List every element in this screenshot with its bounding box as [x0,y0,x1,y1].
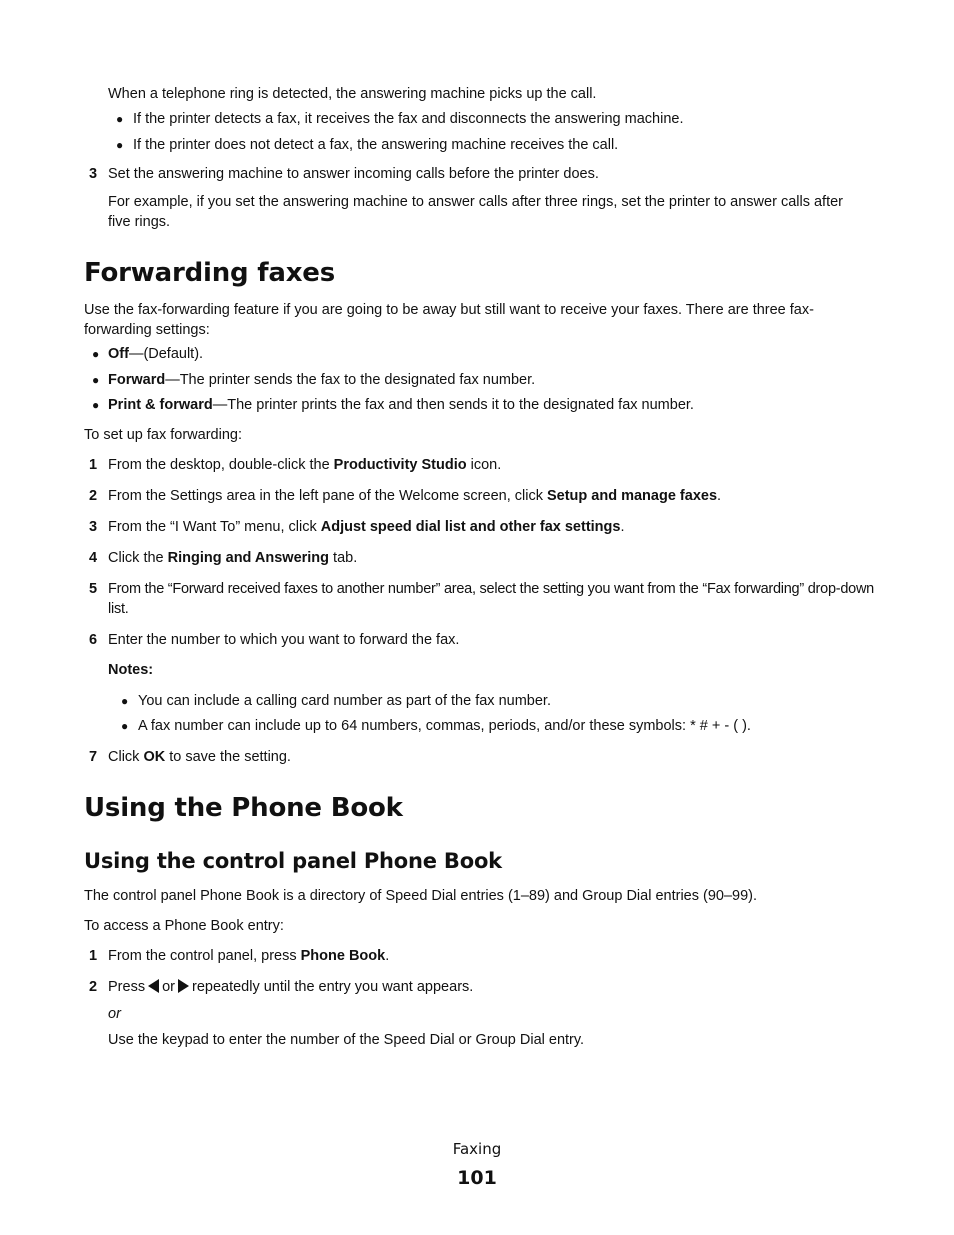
bullet-icon: ● [116,112,124,126]
bullet-icon: ● [116,138,124,152]
phonebook-intro: The control panel Phone Book is a directory of Speed Dial entries (1–89) and Group Dial entries (90–99). [84,888,758,904]
step-number: 2 [89,979,98,995]
intro-bullet-1: If the printer detects a fax, it receives the fax and disconnects the answering machine. [133,111,684,127]
phonebook-or: or [108,1006,121,1022]
heading-using-phone-book: Using the Phone Book [84,793,403,823]
option-forward: Forward—The printer sends the fax to the designated fax number. [108,372,536,388]
intro-line: When a telephone ring is detected, the answering machine picks up the call. [108,86,597,102]
phonebook-access: To access a Phone Book entry: [84,918,284,934]
bullet-icon: ● [92,373,100,387]
right-arrow-icon [178,979,189,993]
bullet-icon: ● [121,694,129,708]
forward-step-1: From the desktop, double-click the Productivity Studio icon. [108,457,502,473]
step-number: 2 [89,488,98,504]
forward-step-3: From the “I Want To” menu, click Adjust speed dial list and other fax settings. [108,519,625,535]
footer-section-name: Faxing [452,1140,502,1158]
forwarding-intro: Use the fax-forwarding feature if you are going to be away but still want to receive your faxes. There are three fax-forwarding settings: [84,302,814,338]
step-number: 7 [89,749,98,765]
phonebook-step-1: From the control panel, press Phone Book. [108,948,390,964]
note-1: You can include a calling card number as part of the fax number. [138,693,551,709]
option-off: Off—(Default). [108,346,204,362]
step-number: 3 [89,166,98,182]
setup-intro: To set up fax forwarding: [84,427,242,443]
forward-step-6: Enter the number to which you want to forward the fax. [108,632,460,648]
heading-forwarding-faxes: Forwarding faxes [84,258,336,288]
page-number: 101 [457,1167,497,1189]
option-print-forward: Print & forward—The printer prints the fax and then sends it to the designated fax number. [108,397,694,413]
forward-step-7: Click OK to save the setting. [108,749,291,765]
step-number: 4 [89,550,98,566]
bullet-icon: ● [121,719,129,733]
intro-step-3: Set the answering machine to answer incoming calls before the printer does. [108,166,599,182]
step-number: 3 [89,519,98,535]
notes-label: Notes: [108,662,154,678]
phonebook-alt: Use the keypad to enter the number of the Speed Dial or Group Dial entry. [108,1032,585,1048]
forward-step-5: From the “Forward received faxes to another number” area, select the setting you want from the “Fax forwarding” drop-down list. [108,581,874,617]
bullet-icon: ● [92,398,100,412]
forward-step-4: Click the Ringing and Answering tab. [108,550,358,566]
forward-step-2: From the Settings area in the left pane of the Welcome screen, click Setup and manage faxes. [108,488,722,504]
left-arrow-icon [148,979,159,993]
bullet-icon: ● [92,347,100,361]
intro-bullet-2: If the printer does not detect a fax, the answering machine receives the call. [133,137,619,153]
step-number: 1 [89,948,98,964]
phonebook-step-2: Press or repeatedly until the entry you want appears. [108,979,474,995]
step-number: 5 [89,581,98,597]
subheading-control-panel-phone-book: Using the control panel Phone Book [84,849,502,873]
intro-step-3-example: For example, if you set the answering machine to answer calls after three rings, set the printer to answer calls after five rings. [108,194,844,230]
step-number: 1 [89,457,98,473]
note-2: A fax number can include up to 64 numbers, commas, periods, and/or these symbols: * # + - ( ). [138,718,751,734]
step-number: 6 [89,632,98,648]
